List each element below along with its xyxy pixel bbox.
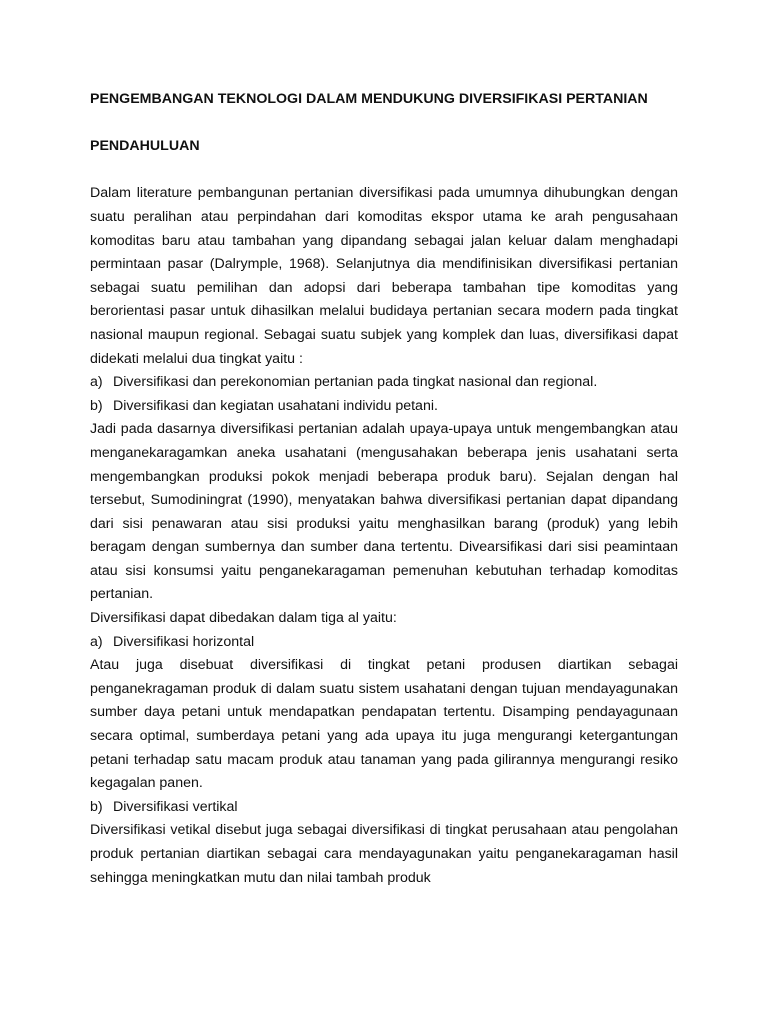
list-1 — [90, 371, 678, 418]
list-marker: b) — [90, 798, 103, 815]
paragraph-3: Diversifikasi dapat dibedakan dalam tiga al yaitu: — [90, 610, 397, 627]
list-marker: a) — [90, 374, 103, 391]
list-item-text: Diversifikasi horizontal — [113, 633, 255, 650]
paragraph-1: Dalam literature pembangunan pertanian diversifikasi pada umumnya dihubungkan dengan suatu peralihan atau perpindahan dari komoditas ekspor utama ke arah pengusahaan komoditas baru atau tambahan yang dipandang sebagai jalan keluar dalam menghadapi permintaan pasar (Dalrymple, 1968). Selanjutnya dia mendifinisikan diversifikasi pertanian sebagai suatu pemilihan dan adopsi dari beberapa tambahan tipe komoditas yang berorientasi pasar untuk dihasilkan melalui budidaya pertanian secara modern pada tingkat nasional maupun regional. Sebagai suatu subjek yang komplek dan luas, diversifikasi dapat didekati melalui dua tingkat yaitu : — [90, 185, 678, 367]
list-item — [90, 395, 678, 419]
paragraph-2: Jadi pada dasarnya diversifikasi pertanian adalah upaya-upaya untuk mengembangkan atau menganekaragamkan aneka usahatani (mengusahakan beberapa jenis usahatani serta mengembangkan produksi pokok menjadi beberapa produk baru). Sejalan dengan hal tersebut, Sumodiningrat (1990), menyatakan bahwa diversifikasi pertanian dapat dipandang dari sisi penawaran atau sisi produksi yaitu menghasilkan barang (produk) yang lebih beragam dengan sumbernya dan sumber dana tertentu. Divearsifikasi dari sisi peamintaan atau sisi konsumsi yaitu penganekaragaman pemenuhan kebutuhan terhadap komoditas pertanian. — [90, 421, 678, 603]
section-heading: PENDAHULUAN — [90, 138, 200, 155]
list-item-b — [90, 796, 678, 820]
paragraph-5: Diversifikasi vetikal disebut juga sebagai diversifikasi di tingkat perusahaan atau pengolahan produk pertanian diartikan sebagai cara mendayagunakan yaitu penganekaragaman hasil sehingga meningkatkan mutu dan nilai tambah produk — [90, 822, 678, 886]
list-marker: b) — [90, 397, 103, 414]
document-title: PENGEMBANGAN TEKNOLOGI DALAM MENDUKUNG DIVERSIFIKASI PERTANIAN — [90, 91, 648, 107]
paragraph-4: Atau juga disebuat diversifikasi di tingkat petani produsen diartikan sebagai penganekragaman produk di dalam suatu sistem usahatani dengan tujuan mendayagunakan sumber daya petani untuk mendapatkan pendapatan tertentu. Disamping pendayagunaan secara optimal, sumberdaya petani yang ada upaya itu juga mengurangi ketergantungan petani terhadap satu macam produk atau tanaman yang pada gilirannya mengurangi resiko kegagalan panen. — [90, 657, 678, 792]
list-item — [90, 631, 678, 655]
list-item-text: Diversifikasi vertikal — [113, 798, 238, 815]
list-item-text: Diversifikasi dan perekonomian pertanian pada tingkat nasional dan regional. — [113, 374, 598, 391]
list-marker: a) — [90, 633, 103, 650]
list-item-a — [90, 631, 678, 655]
list-item — [90, 796, 678, 820]
list-item-text: Diversifikasi dan kegiatan usahatani individu petani. — [113, 397, 438, 414]
document-body — [90, 88, 678, 890]
list-item — [90, 371, 678, 395]
